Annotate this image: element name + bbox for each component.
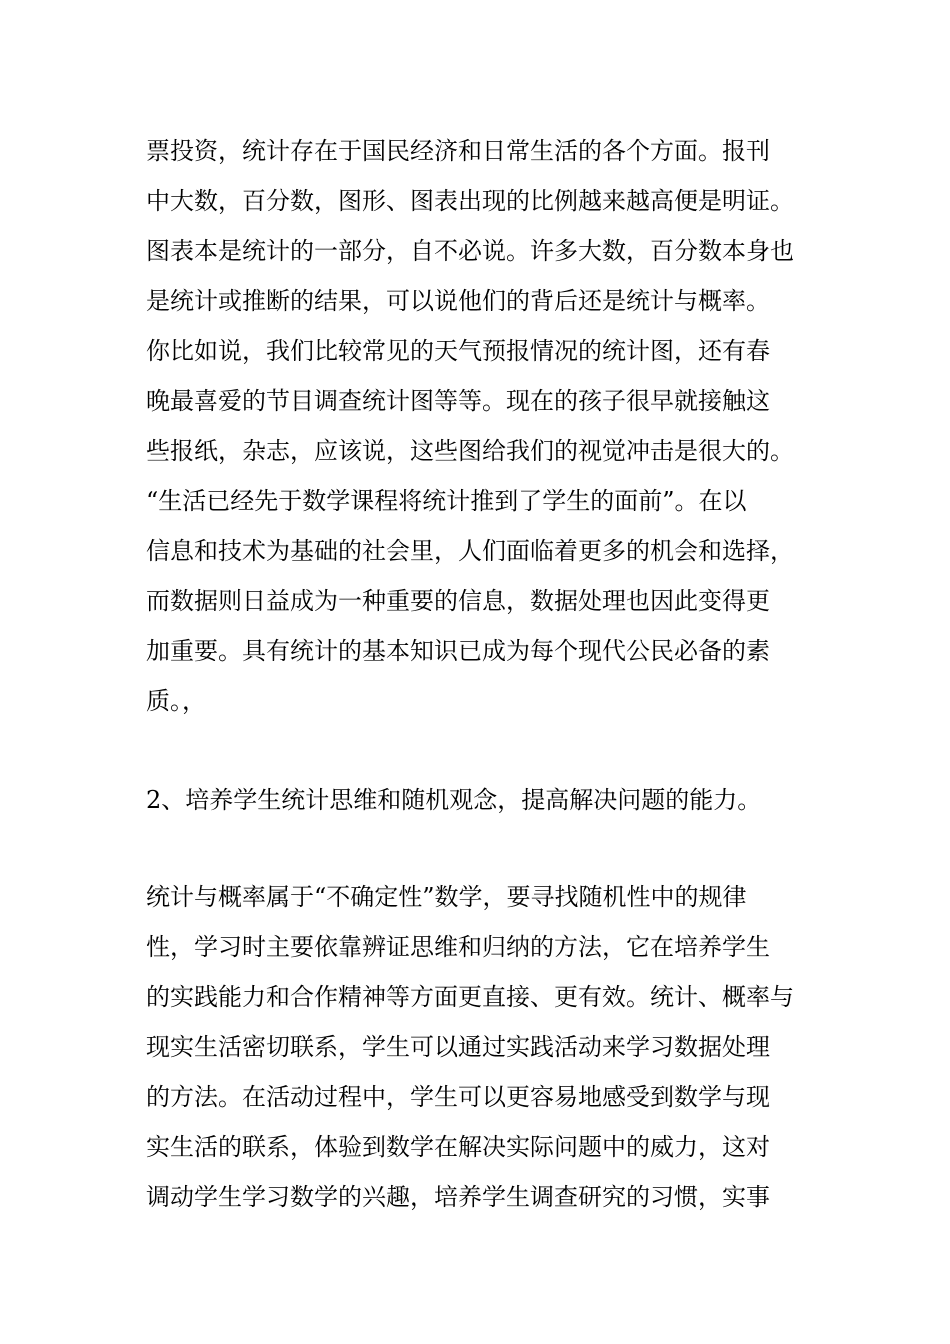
text-line: 的方法。在活动过程中，学生可以更容易地感受到数学与现 [146, 1083, 770, 1111]
text-line: 图表本是统计的一部分，自不必说。许多大数，百分数本身也 [146, 237, 794, 265]
section-heading [146, 775, 818, 825]
text-line: 质。， [146, 687, 206, 715]
text-line: 晚最喜爱的节目调查统计图等等。现在的孩子很早就接触这 [146, 387, 770, 415]
text-line: 你比如说，我们比较常见的天气预报情况的统计图，还有春 [146, 337, 770, 365]
text-line: “生活已经先于数学课程将统计推到了学生的面前”。在以 [146, 487, 747, 515]
text-line: 性，学习时主要依靠辨证思维和归纳的方法，它在培养学生 [146, 933, 770, 961]
text-line: 票投资，统计存在于国民经济和日常生活的各个方面。报刊 [146, 137, 770, 165]
paragraph-statistics-in-life [146, 126, 818, 726]
text-line: 中大数，百分数，图形、图表出现的比例越来越高便是明证。 [146, 187, 794, 215]
text-line: 的实践能力和合作精神等方面更直接、更有效。统计、概率与 [146, 983, 794, 1011]
text-line: 调动学生学习数学的兴趣，培养学生调查研究的习惯，实事 [146, 1183, 770, 1211]
paragraph-uncertainty-math [146, 872, 818, 1222]
text-line: 是统计或推断的结果，可以说他们的背后还是统计与概率。 [146, 287, 770, 315]
text-line: 信息和技术为基础的社会里，人们面临着更多的机会和选择， [146, 537, 794, 565]
text-line: 统计与概率属于“不确定性”数学，要寻找随机性中的规律 [146, 883, 747, 911]
text-line: 些报纸，杂志，应该说，这些图给我们的视觉冲击是很大的。 [146, 437, 794, 465]
text-line: 加重要。具有统计的基本知识已成为每个现代公民必备的素 [146, 637, 770, 665]
section-heading-text: 2、培养学生统计思维和随机观念，提高解决问题的能力。 [146, 786, 762, 814]
text-line: 实生活的联系，体验到数学在解决实际问题中的威力，这对 [146, 1133, 770, 1161]
text-line: 而数据则日益成为一种重要的信息，数据处理也因此变得更 [146, 587, 770, 615]
text-line: 现实生活密切联系，学生可以通过实践活动来学习数据处理 [146, 1033, 770, 1061]
